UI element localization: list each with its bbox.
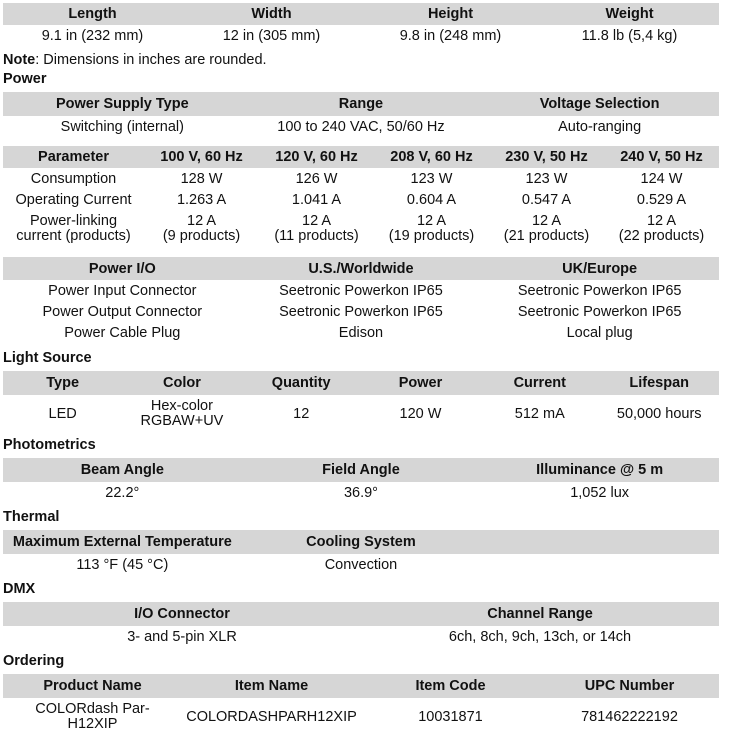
power-cable-us: Edison	[338, 325, 384, 341]
dimensions-table	[3, 3, 719, 47]
header-weight: Weight	[540, 3, 719, 25]
header-cooling-system: Cooling System	[242, 530, 481, 554]
power-input-row	[3, 280, 719, 301]
item-name-value: COLORDASHPARH12XIP	[186, 709, 357, 725]
width-value: 12 in (305 mm)	[222, 28, 321, 44]
header-power-supply-type: Power Supply Type	[3, 92, 242, 116]
linking-230v: 12 A (21 products)	[503, 213, 590, 244]
ordering-row	[3, 698, 719, 736]
weight-value: 11.8 lb (5,4 kg)	[581, 28, 678, 44]
header-empty	[480, 530, 719, 554]
light-source-row	[3, 395, 719, 433]
beam-angle-value: 22.2°	[105, 485, 140, 501]
section-title-photometrics: Photometrics	[3, 437, 96, 453]
header-channel-range: Channel Range	[361, 602, 719, 626]
power-cable-uk: Local plug	[566, 325, 633, 341]
power-supply-type-value: Switching (internal)	[60, 119, 184, 135]
header-item-name: Item Name	[182, 674, 361, 698]
header-parameter: Parameter	[3, 146, 144, 168]
section-title-light-source: Light Source	[3, 350, 92, 366]
product-name-value: COLORdash Par- H12XIP	[35, 701, 150, 732]
power-io-table	[3, 257, 719, 344]
length-value: 9.1 in (232 mm)	[41, 28, 144, 44]
note-text: : Dimensions in inches are rounded.	[35, 52, 267, 68]
illuminance-value: 1,052 lux	[570, 485, 630, 501]
section-title-thermal: Thermal	[3, 509, 60, 525]
header-beam-angle: Beam Angle	[3, 458, 242, 482]
header-us-worldwide: U.S./Worldwide	[242, 257, 481, 280]
header-voltage-selection: Voltage Selection	[480, 92, 719, 116]
consumption-row	[3, 168, 719, 189]
header-240v: 240 V, 50 Hz	[604, 146, 719, 168]
current-208v: 0.604 A	[406, 192, 457, 208]
header-item-code: Item Code	[361, 674, 540, 698]
operating-current-row	[3, 189, 719, 211]
header-height: Height	[361, 3, 540, 25]
current-240v: 0.529 A	[636, 192, 687, 208]
dimensions-note	[3, 51, 267, 69]
header-uk-europe: UK/Europe	[480, 257, 719, 280]
thermal-table	[3, 530, 719, 576]
item-code-value: 10031871	[418, 709, 483, 725]
header-power: Power	[361, 371, 480, 395]
power-cable-row	[3, 322, 719, 344]
header-208v: 208 V, 60 Hz	[374, 146, 489, 168]
power-parameters-table	[3, 146, 719, 247]
light-type-value: LED	[48, 406, 77, 422]
power-cable-label: Power Cable Plug	[64, 325, 181, 341]
linking-100v: 12 A (9 products)	[162, 213, 241, 244]
power-input-us: Seetronic Powerkon IP65	[279, 282, 443, 299]
header-current: Current	[480, 371, 599, 395]
note-label: Note	[3, 52, 36, 68]
power-output-uk: Seetronic Powerkon IP65	[517, 303, 682, 320]
header-field-angle: Field Angle	[242, 458, 481, 482]
header-120v: 120 V, 60 Hz	[259, 146, 374, 168]
header-100v: 100 V, 60 Hz	[144, 146, 259, 168]
consumption-240v: 124 W	[640, 170, 683, 187]
header-quantity: Quantity	[242, 371, 361, 395]
operating-current-label: Operating Current	[15, 192, 132, 208]
header-max-external-temperature: Maximum External Temperature	[3, 530, 242, 554]
ordering-table	[3, 674, 719, 736]
power-supply-table	[3, 92, 719, 138]
upc-number-value: 781462222192	[581, 709, 678, 725]
light-lifespan-value: 50,000 hours	[616, 406, 702, 422]
header-io-connector: I/O Connector	[3, 602, 361, 626]
current-100v: 1.263 A	[176, 192, 227, 208]
current-230v: 0.547 A	[521, 192, 572, 208]
light-current-value: 512 mA	[514, 406, 565, 422]
header-range: Range	[242, 92, 481, 116]
empty-cell	[480, 554, 719, 576]
header-length: Length	[3, 3, 182, 25]
consumption-100v: 128 W	[180, 170, 223, 187]
linking-120v: 12 A (11 products)	[274, 213, 359, 244]
consumption-120v: 126 W	[295, 170, 338, 187]
header-upc-number: UPC Number	[540, 674, 719, 698]
range-value: 100 to 240 VAC, 50/60 Hz	[277, 119, 445, 135]
cooling-system-value: Convection	[324, 557, 398, 573]
header-power-io: Power I/O	[3, 257, 242, 280]
voltage-selection-value: Auto-ranging	[558, 119, 642, 135]
io-connector-value: 3- and 5-pin XLR	[127, 629, 237, 645]
channel-range-value: 6ch, 8ch, 9ch, 13ch, or 14ch	[448, 629, 632, 645]
header-illuminance: Illuminance @ 5 m	[480, 458, 719, 482]
light-color-value: Hex-color RGBAW+UV	[140, 398, 224, 429]
header-product-name: Product Name	[3, 674, 182, 698]
max-temperature-value: 113 °F (45 °C)	[76, 557, 169, 573]
power-output-row	[3, 301, 719, 322]
header-lifespan: Lifespan	[599, 371, 719, 395]
power-linking-row	[3, 211, 719, 247]
power-input-uk: Seetronic Powerkon IP65	[517, 282, 682, 299]
linking-240v: 12 A (22 products)	[618, 213, 705, 244]
linking-208v: 12 A (19 products)	[388, 213, 475, 244]
consumption-230v: 123 W	[525, 170, 568, 187]
power-linking-label: Power-linking current (products)	[16, 213, 131, 244]
header-color: Color	[122, 371, 241, 395]
current-120v: 1.041 A	[291, 192, 342, 208]
light-source-table	[3, 371, 719, 433]
height-value: 9.8 in (248 mm)	[399, 28, 502, 44]
power-input-label: Power Input Connector	[48, 282, 197, 299]
section-title-dmx: DMX	[3, 581, 36, 597]
section-title-power: Power	[3, 71, 47, 87]
dmx-table	[3, 602, 719, 648]
light-power-value: 120 W	[399, 406, 442, 422]
power-output-label: Power Output Connector	[42, 303, 203, 320]
header-width: Width	[182, 3, 361, 25]
field-angle-value: 36.9°	[343, 485, 378, 501]
power-output-us: Seetronic Powerkon IP65	[279, 303, 443, 320]
header-230v: 230 V, 50 Hz	[489, 146, 604, 168]
photometrics-table	[3, 458, 719, 504]
header-type: Type	[3, 371, 122, 395]
section-title-ordering: Ordering	[3, 653, 65, 669]
consumption-208v: 123 W	[410, 170, 453, 187]
consumption-label: Consumption	[30, 170, 117, 187]
light-quantity-value: 12	[293, 406, 310, 422]
